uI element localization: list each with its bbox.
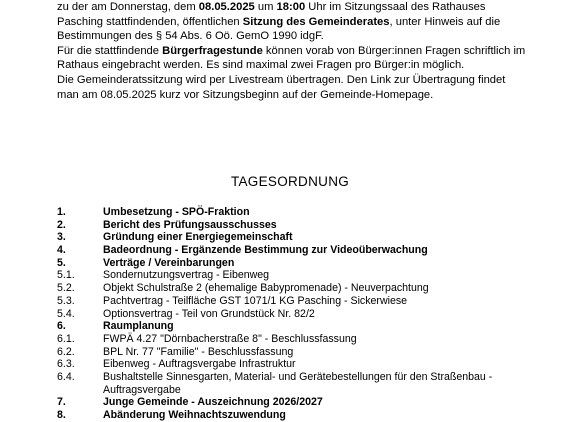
agenda-item [57,257,557,270]
agenda-item-number: 4. [57,244,66,257]
intro-text [57,0,527,102]
agenda-item-text: Gründung einer Energiegemeinschaft [103,231,293,244]
agenda-item-number: 6.1. [57,332,75,345]
agenda-item-text: BPL Nr. 77 "Familie" - Beschlussfassung [103,345,294,358]
agenda-item [57,295,557,308]
agenda-item-text: Abänderung Weihnachtszuwendung [103,409,286,421]
agenda-item [57,384,557,397]
agenda-item-text: Pachtvertrag - Teilfläche GST 1071/1 KG Pasching - Sickerwiese [103,294,408,307]
agenda-item [57,269,557,282]
agenda-item-text: Verträge / Vereinbarungen [103,256,235,269]
agenda-item-number: 5.1. [57,269,75,282]
agenda-item [57,231,557,244]
agenda-item [57,308,557,321]
agenda-item-number: 6.2. [57,345,75,358]
agenda-item-text: Badeordnung - Ergänzende Bestimmung zur Videoüberwachung [103,244,428,257]
agenda-item-text: Eibenweg - Auftragsvergabe Infrastruktur [103,358,296,371]
agenda-item [57,320,557,333]
agenda-item [57,219,557,232]
agenda-item-number: 5.4. [57,307,75,320]
meeting-name: Sitzung des Gemeinderates [242,15,390,28]
agenda-item [57,206,557,219]
agenda-item-number: 8. [57,409,66,421]
agenda-item-number: 6. [57,320,66,333]
agenda-item-number: 5.2. [57,282,75,295]
agenda-item-number: 7. [57,396,66,409]
agenda-item-text: Optionsvertrag - Teil von Grundstück Nr. 82/2 [103,307,315,320]
agenda-item-text: Raumplanung [103,320,174,333]
agenda-item-text: Auftragsvergabe [103,383,181,396]
agenda-item-number: 5. [57,256,66,269]
agenda-item-text: Junge Gemeinde - Auszeichnung 2026/2027 [103,396,323,409]
intro-paragraph-citizen-questions: Für die stattfindende Bürgerfragestunde können vorab von Bürger:innen Fragen schriftlich im Rathaus eingebracht werden. Es sind maximal zwei Fragen pro Bürger:in möglich. [57,44,526,72]
agenda-item [57,371,557,384]
agenda-item [57,396,557,409]
agenda-item-number: 3. [57,231,66,244]
agenda-item [57,358,557,371]
agenda-item-number: 6.4. [57,370,75,383]
meeting-time: 18:00 [276,1,306,13]
agenda-item-text: Bushaltstelle Sinnesgarten, Material- und Gerätebestellungen für den Straßenbau - [103,370,493,383]
meeting-date: 08.05.2025 [198,1,255,13]
agenda-item-text: Umbesetzung - SPÖ-Fraktion [103,206,250,218]
agenda-item-number: 2. [57,218,66,231]
agenda-item [57,282,557,295]
agenda-list [57,206,557,422]
agenda-item-number: 5.3. [57,294,75,307]
agenda-item [57,346,557,359]
intro-paragraph-livestream: Die Gemeinderatssitzung wird per Livestream übertragen. Den Link zur Übertragung findet man am 08.05.2025 kurz vor Sitzungsbeginn auf der Gemeinde-Homepage. [57,73,506,101]
agenda-item-text: Objekt Schulstraße 2 (ehemalige Babypromenade) - Neuverpachtung [103,282,429,295]
agenda-item [57,333,557,346]
agenda-item-number: 6.3. [57,358,75,371]
agenda-item-number: 1. [57,206,66,218]
intro-paragraph-invitation: zu der am Donnerstag, dem 08.05.2025 um 18:00 Uhr im Sitzungssaal des Rathauses Pasching stattfindenden, öffentlichen Sitzung des Gemeinderates, unter Hinweis auf die Bestimmungen des § 54 Abs. 6 Oö. GemO 1990 idgF. [57,1,501,43]
agenda-item-text: FWPÄ 4.27 "Dörnbacherstraße 8" - Beschlussfassung [103,332,357,345]
agenda-title: TAGESORDNUNG [230,174,350,189]
agenda-item [57,244,557,257]
agenda-item-text: Bericht des Prüfungsausschusses [103,218,277,231]
agenda-item-text: Sondernutzungsvertrag - Eibenweg [103,269,270,282]
